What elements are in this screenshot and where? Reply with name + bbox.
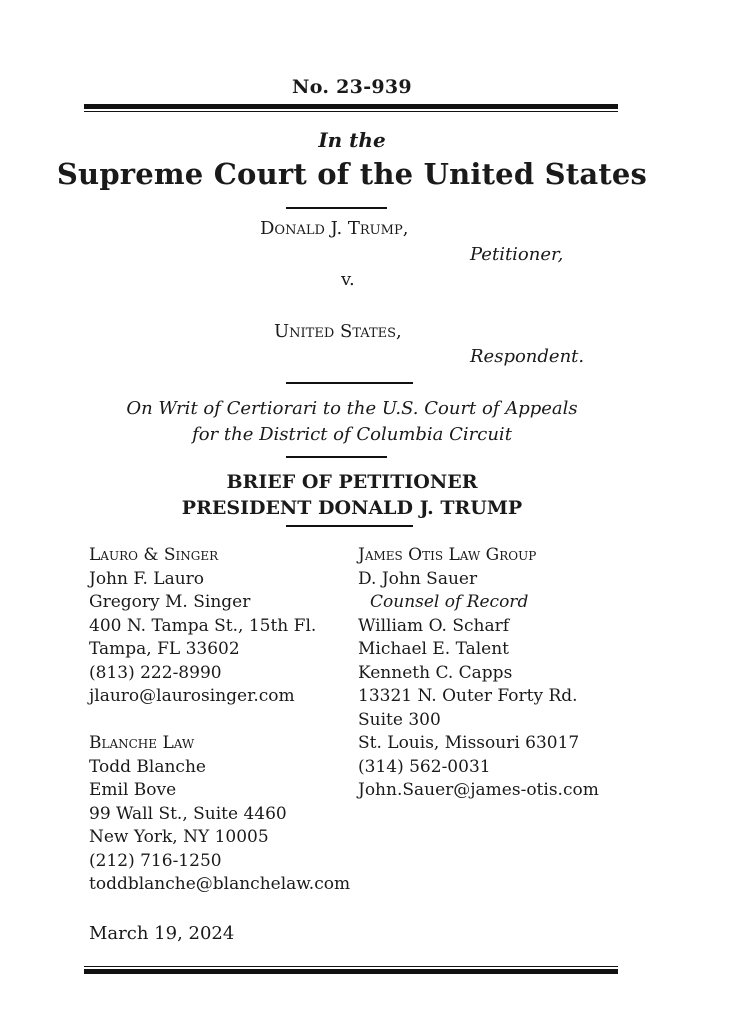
counsel-line: (212) 716-1250 <box>89 850 222 871</box>
brief-title-line: BRIEF OF PETITIONER <box>226 471 478 493</box>
counsel-line: Tampa, FL 33602 <box>89 639 240 659</box>
firm-name: Lauro & Singer <box>89 545 219 565</box>
bottom-double-rule <box>84 966 618 974</box>
counsel-line: 400 N. Tampa St., 15th Fl. <box>89 615 317 636</box>
counsel-email: John.Sauer@james-otis.com <box>358 780 599 800</box>
respondent-role: Respondent. <box>470 346 585 367</box>
counsel-line: John F. Lauro <box>89 568 205 589</box>
counsel-line: St. Louis, Missouri 63017 <box>358 733 580 753</box>
top-double-rule <box>84 104 618 112</box>
docket-number: No. 23-939 <box>292 76 412 98</box>
counsel-email: toddblanche@blanchelaw.com <box>89 874 351 894</box>
petitioner-role: Petitioner, <box>470 244 564 265</box>
counsel-left-column <box>89 544 350 897</box>
counsel-line: Gregory M. Singer <box>89 592 251 612</box>
counsel-line: Michael E. Talent <box>358 639 509 659</box>
counsel-line: William O. Scharf <box>358 615 509 636</box>
writ-line: for the District of Columbia Circuit <box>192 424 512 445</box>
counsel-line: Emil Bove <box>89 780 177 800</box>
counsel-of-record-label: Counsel of Record <box>370 592 529 612</box>
divider-rule <box>286 456 387 458</box>
counsel-line: 99 Wall St., Suite 4460 <box>89 803 287 824</box>
counsel-line: Kenneth C. Capps <box>358 662 513 683</box>
counsel-line: (813) 222-8990 <box>89 662 222 683</box>
filing-date: March 19, 2024 <box>89 923 235 944</box>
counsel-line: (314) 562-0031 <box>358 756 491 777</box>
brief-title-line: PRESIDENT DONALD J. TRUMP <box>181 497 523 519</box>
counsel-right-column <box>358 544 599 803</box>
writ-line: On Writ of Certiorari to the U.S. Court of Appeals <box>126 398 578 419</box>
firm-name: Blanche Law <box>89 733 195 753</box>
counsel-line: 13321 N. Outer Forty Rd. <box>358 686 578 706</box>
counsel-line: Suite 300 <box>358 709 441 730</box>
writ-statement <box>0 396 704 448</box>
court-name: Supreme Court of the United States <box>56 157 648 191</box>
versus-label: v. <box>341 269 355 290</box>
in-the-heading: In the <box>318 128 386 152</box>
divider-rule <box>286 525 413 527</box>
respondent-name: United States, <box>274 321 402 342</box>
petitioner-name: Donald J. Trump, <box>260 218 409 239</box>
divider-rule <box>286 382 413 384</box>
firm-name: James Otis Law Group <box>358 545 537 565</box>
counsel-line: New York, NY 10005 <box>89 827 269 847</box>
divider-rule <box>286 207 387 209</box>
counsel-line: D. John Sauer <box>358 568 478 589</box>
counsel-line: Todd Blanche <box>89 756 206 777</box>
brief-title <box>0 469 704 521</box>
counsel-email: jlauro@laurosinger.com <box>89 686 295 706</box>
